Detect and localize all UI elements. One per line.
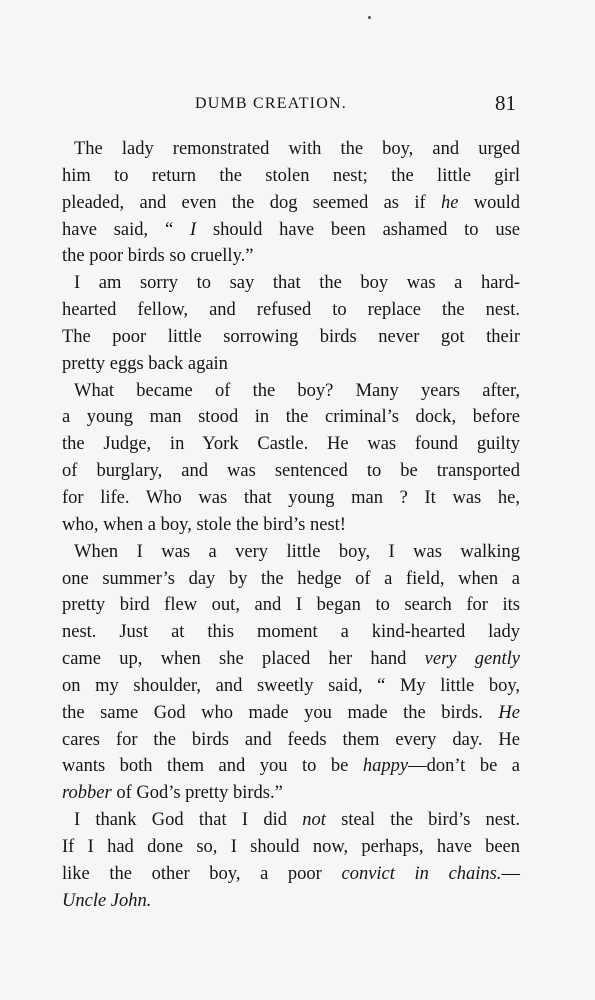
text-line: robber of God’s pretty birds.” [62, 783, 283, 804]
running-head [60, 91, 516, 121]
text-line: Uncle John. [62, 890, 152, 911]
text-line: a young man stood in the criminal’s dock, before [62, 407, 520, 428]
text-line: When I was a very little boy, I was walking [74, 541, 520, 562]
text-line: What became of the boy? Many years after, [74, 380, 520, 401]
text-line: the poor birds so cruelly.” [62, 246, 254, 267]
print-speck [368, 16, 371, 19]
page-number: 81 [495, 91, 516, 115]
text-line: If I had done so, I should now, perhaps, have been [62, 836, 520, 857]
text-line: pleaded, and even the dog seemed as if he would [62, 192, 520, 213]
text-line: I thank God that I did not steal the bird’s nest. [74, 810, 520, 831]
text-line: of burglary, and was sentenced to be transported [62, 461, 520, 482]
text-line: one summer’s day by the hedge of a field, when a [62, 568, 520, 589]
text-line: came up, when she placed her hand very gently [62, 649, 520, 670]
text-line: like the other boy, a poor convict in chains.— [62, 863, 520, 884]
text-line: him to return the stolen nest; the little girl [62, 165, 520, 186]
body-text [62, 136, 520, 914]
text-line: nest. Just at this moment a kind-hearted lady [62, 622, 520, 643]
text-line: the same God who made you made the birds. He [62, 702, 520, 723]
text-line: have said, “ I should have been ashamed to use [62, 219, 520, 240]
text-line: who, when a boy, stole the bird’s nest! [62, 514, 346, 535]
text-line: on my shoulder, and sweetly said, “ My little boy, [62, 675, 520, 696]
text-line: cares for the birds and feeds them every day. He [62, 729, 520, 750]
text-line: pretty eggs back again [62, 353, 228, 374]
text-line: wants both them and you to be happy—don’t be a [62, 756, 521, 777]
text-line: the Judge, in York Castle. He was found guilty [62, 434, 520, 455]
running-title: DUMB CREATION. [195, 95, 347, 112]
text-line: for life. Who was that young man ? It was he, [62, 487, 520, 508]
text-line: I am sorry to say that the boy was a hard- [74, 273, 520, 294]
text-line: pretty bird flew out, and I began to search for its [62, 595, 520, 616]
text-line: The poor little sorrowing birds never got their [62, 326, 520, 347]
text-line: The lady remonstrated with the boy, and urged [74, 139, 520, 159]
text-line: hearted fellow, and refused to replace the nest. [62, 300, 520, 321]
